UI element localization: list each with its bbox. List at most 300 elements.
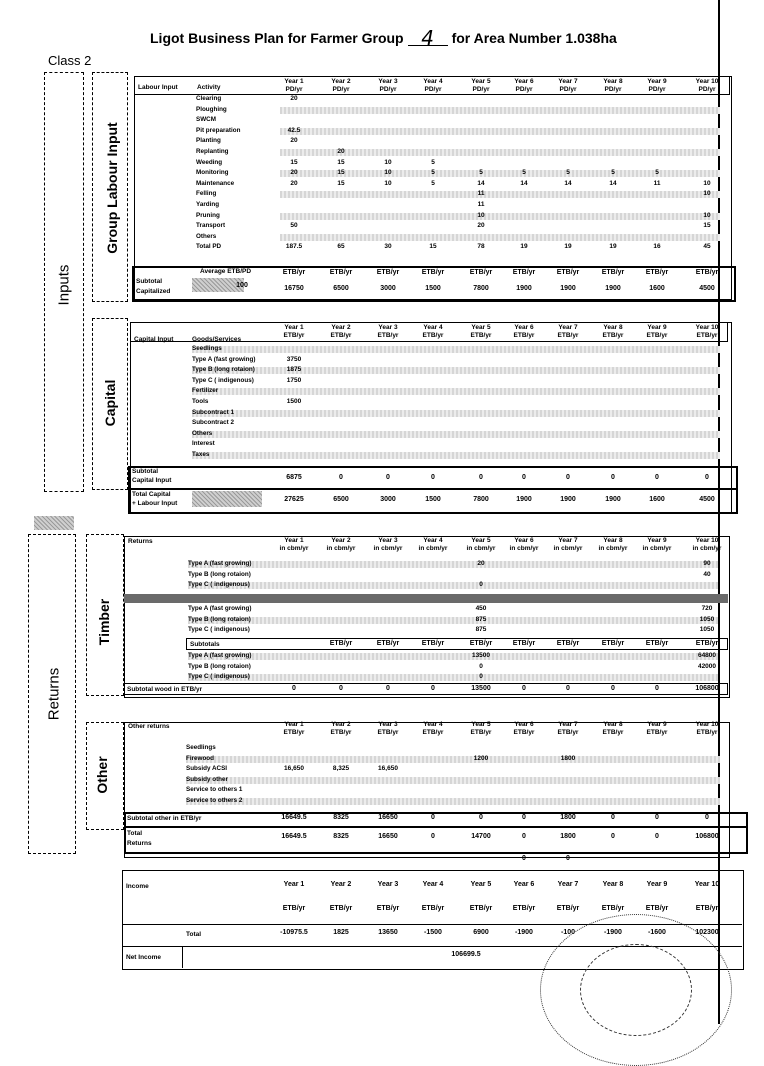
avg-etb-label: Average ETB/PD — [200, 268, 252, 275]
labour-value: 15 — [337, 169, 345, 177]
capital-subtotal-cell: 0 — [655, 474, 659, 481]
other-unit-label: ETB/yr — [557, 729, 579, 736]
timber-year-7 — [548, 537, 588, 553]
other-subtotal-cell: 0 — [479, 814, 483, 821]
other-unit-label: ETB/yr — [422, 729, 444, 736]
income-year-label: Year 9 — [646, 881, 668, 888]
subtotal-wood-cell: 0 — [431, 685, 435, 692]
capital-year-label: Year 2 — [331, 324, 351, 331]
title-prefix: Ligot Business Plan for Farmer Group — [150, 30, 404, 46]
timber-type-label: Type C ( indigenous) — [188, 626, 250, 633]
labour-year-label: Year 10 — [695, 78, 719, 85]
other-return-label: Service to others 2 — [186, 797, 243, 804]
row-shade — [192, 388, 720, 395]
other-year-label: Year 6 — [514, 721, 534, 728]
timber-unit-label: in cbm/yr — [418, 545, 448, 552]
capital-total-cell: 3000 — [380, 496, 396, 503]
other-value: 16,650 — [284, 765, 304, 773]
capital-goods-label: Seedlings — [192, 345, 222, 352]
labour-value: 19 — [520, 243, 528, 251]
capital-year-6 — [504, 324, 544, 340]
labour-value: 65 — [337, 243, 345, 251]
class-label: Class 2 — [48, 53, 92, 68]
capital-goods-label: Taxes — [192, 451, 210, 458]
labour-value: 14 — [477, 179, 485, 187]
etb-unit: ETB/yr — [376, 269, 400, 276]
labour-subtotal-cell: 16750 — [284, 285, 304, 292]
labour-value: 15 — [337, 179, 345, 187]
etb-unit: ETB/yr — [282, 269, 306, 276]
other-value: 1200 — [473, 754, 489, 762]
timber-unit-label: in cbm/yr — [279, 545, 309, 552]
timber-type-label: Type C ( indigenous) — [188, 581, 250, 588]
labour-year-label: Year 8 — [603, 78, 623, 85]
other-unit-label: ETB/yr — [696, 729, 718, 736]
capital-subtotal-cell: 0 — [479, 474, 483, 481]
capital-year-label: Year 8 — [603, 324, 623, 331]
returns-label: Returns — [45, 667, 63, 721]
labour-value: 20 — [290, 95, 298, 102]
capital-goods-label: Fertilizer — [192, 387, 219, 395]
labour-value: 50 — [290, 222, 298, 230]
capital-unit-label: ETB/yr — [422, 332, 444, 339]
capital-subtotal-label2: Capital Input — [132, 477, 172, 484]
subtotal-wood-cell: 0 — [611, 685, 615, 692]
capital-subtotal-cell: 0 — [705, 474, 709, 481]
other-year-6 — [504, 721, 544, 737]
capital-goods-label: Others — [192, 429, 213, 437]
labour-year-label: Year 9 — [647, 78, 667, 85]
other-subtotal-label: Subtotal other in ETB/yr — [127, 815, 202, 822]
labour-subtotal-cell: 1500 — [425, 285, 441, 292]
row-shade — [192, 452, 720, 459]
capital-year-label: Year 3 — [378, 324, 398, 331]
labour-value: 78 — [477, 243, 485, 251]
labour-value: 14 — [520, 179, 528, 187]
labour-year-label: Year 7 — [558, 78, 578, 85]
other-year-9 — [637, 721, 677, 737]
other-return-label: Subsidy ACSI — [186, 765, 228, 773]
grey-marker — [34, 516, 74, 530]
capital-unit-label: ETB/yr — [646, 332, 668, 339]
subtotal-wood-cell: 0 — [386, 685, 390, 692]
other-unit-label: ETB/yr — [513, 729, 535, 736]
income-unit-label: ETB/yr — [282, 905, 306, 912]
timber-y5-value: 0 — [479, 662, 483, 670]
labour-subtotal-cell: 4500 — [699, 285, 715, 292]
etb-unit: ETB/yr — [695, 269, 719, 276]
other-year-8 — [593, 721, 633, 737]
labour-year-label: Year 3 — [378, 78, 398, 85]
row-shade — [192, 346, 720, 353]
group-number: 4 — [408, 31, 448, 46]
etb-unit: ETB/yr — [601, 269, 625, 276]
other-subtotal-cell: 16650 — [378, 814, 398, 821]
timber-year-5 — [461, 537, 501, 553]
capital-unit-label: ETB/yr — [330, 332, 352, 339]
income-total-cell: -10975.5 — [280, 929, 308, 936]
total-returns-cell: 0 — [522, 833, 526, 840]
labour-unit-label: PD/yr — [379, 86, 397, 93]
labour-subtotal-cell: 1900 — [516, 285, 532, 292]
labour-unit-label: PD/yr — [424, 86, 442, 93]
income-total-cell: -1500 — [424, 929, 442, 936]
labour-value: 30 — [384, 243, 392, 251]
labour-subtotal-cell: 1900 — [605, 285, 621, 292]
capital-total-cell: 6500 — [333, 496, 349, 503]
total-returns-cell: 8325 — [333, 833, 349, 840]
subtotal-wood-cell: 0 — [566, 685, 570, 692]
capital-goods-label: Subcontract 1 — [192, 408, 234, 416]
inputs-label: Inputs — [55, 264, 73, 306]
labour-subtotal-cell: 1600 — [649, 285, 665, 292]
net-income-label: Net Income — [126, 954, 162, 961]
labour-label: Group Labour Input — [104, 122, 120, 254]
labour-unit-label: PD/yr — [559, 86, 577, 93]
subtotal-wood-cell: 0 — [655, 685, 659, 692]
labour-value: 10 — [384, 169, 392, 177]
income-total-cell: 13650 — [378, 929, 398, 936]
etb-unit: ETB/yr — [556, 269, 580, 276]
other-return-label: Subsidy other — [186, 775, 228, 783]
capital-year-9 — [637, 324, 677, 340]
labour-value: 10 — [384, 158, 392, 166]
labour-year-8 — [593, 78, 633, 94]
timber-y5-value: 0 — [479, 581, 483, 588]
other-unit-label: ETB/yr — [377, 729, 399, 736]
capital-subtotal-cell: 0 — [566, 474, 570, 481]
labour-activity-label: Weeding — [196, 158, 223, 166]
labour-activity-label: Monitoring — [196, 169, 229, 177]
labour-activity-label: Felling — [196, 190, 217, 198]
capital-col-head: Capital Input — [134, 336, 174, 343]
timber-y10-value: 40 — [703, 570, 711, 578]
other-year-2 — [321, 721, 361, 737]
returns-col-head: Returns — [128, 538, 153, 545]
capital-goods-label: Type C ( indigenous) — [192, 376, 254, 384]
timber-label: Timber — [96, 598, 112, 646]
labour-activity-label: Ploughing — [196, 105, 227, 113]
capital-unit-label: ETB/yr — [283, 332, 305, 339]
timber-etb-unit: ETB/yr — [329, 640, 353, 647]
timber-type-label: Type C ( indigenous) — [188, 673, 250, 680]
labour-value: 11 — [477, 201, 485, 208]
labour-subtotal-cell: 6500 — [333, 285, 349, 292]
income-label: Income — [126, 883, 149, 890]
timber-etb-unit: ETB/yr — [645, 640, 669, 647]
other-subtotal-cell: 0 — [655, 814, 659, 821]
labour-value: 14 — [564, 179, 572, 187]
labour-unit-label: PD/yr — [515, 86, 533, 93]
other-subtotal-cell: 0 — [431, 814, 435, 821]
etb-unit: ETB/yr — [512, 269, 536, 276]
total-returns-cell: 16649.5 — [281, 833, 307, 840]
below-value: 0 — [522, 855, 526, 862]
capital-subtotal-cell: 0 — [431, 474, 435, 481]
capital-year-1 — [274, 324, 314, 340]
labour-value: 19 — [564, 243, 572, 251]
other-year-4 — [413, 721, 453, 737]
other-subtotal-cell: 16649.5 — [281, 814, 307, 821]
labour-activity-label: Maintenance — [196, 179, 235, 187]
capital-value: 1750 — [286, 376, 302, 384]
timber-year-label: Year 2 — [331, 537, 351, 544]
timber-unit-label: in cbm/yr — [509, 545, 539, 552]
labour-value: 5 — [431, 169, 435, 177]
other-returns-head: Other returns — [128, 723, 170, 730]
labour-value: 20 — [290, 169, 298, 177]
other-year-3 — [368, 721, 408, 737]
capital-year-label: Year 5 — [471, 324, 491, 331]
labour-activity-label: Planting — [196, 137, 221, 145]
labour-value: 45 — [703, 243, 711, 251]
income-year-label: Year 1 — [283, 881, 305, 888]
document-title — [150, 26, 617, 50]
total-capital-label2: + Labour Input — [132, 500, 178, 507]
labour-year-2 — [321, 78, 361, 94]
labour-value: 16 — [653, 243, 661, 251]
stamp-inner-ring — [580, 944, 692, 1036]
labour-value: 11 — [477, 190, 485, 198]
other-return-label: Firewood — [186, 754, 214, 762]
labour-unit-label: PD/yr — [332, 86, 350, 93]
other-value: 8,325 — [332, 765, 350, 773]
row-shade — [188, 582, 718, 589]
other-subtotal-cell: 0 — [611, 814, 615, 821]
capital-unit-label: ETB/yr — [602, 332, 624, 339]
etb-unit: ETB/yr — [645, 269, 669, 276]
other-year-1 — [274, 721, 314, 737]
income-total-cell: -1900 — [515, 929, 533, 936]
capital-unit-label: ETB/yr — [557, 332, 579, 339]
income-unit-label: ETB/yr — [469, 905, 493, 912]
timber-type-label: Type A (fast growing) — [188, 605, 252, 612]
timber-etb-unit: ETB/yr — [376, 640, 400, 647]
capital-total-cell: 4500 — [699, 496, 715, 503]
row-shade — [280, 234, 720, 241]
labour-value: 14 — [609, 179, 617, 187]
total-returns-cell: 14700 — [471, 833, 491, 840]
total-capital-label: Total Capital — [132, 491, 171, 498]
timber-year-4 — [413, 537, 453, 553]
income-unit-label: ETB/yr — [376, 905, 400, 912]
labour-activity-label: SWCM — [196, 116, 216, 124]
capital-unit-label: ETB/yr — [513, 332, 535, 339]
labour-value: 20 — [337, 148, 345, 155]
capital-total-cell: 1900 — [605, 496, 621, 503]
labour-value: 10 — [703, 211, 711, 219]
subtotal-wood-cell: 0 — [292, 685, 296, 692]
timber-unit-label: in cbm/yr — [692, 545, 722, 552]
row-shade — [192, 367, 720, 374]
labour-activity-label: Yarding — [196, 201, 220, 208]
other-unit-label: ETB/yr — [283, 729, 305, 736]
timber-y10-value: 720 — [701, 605, 713, 612]
labour-value: 19 — [609, 243, 617, 251]
income-total-cell: -100 — [560, 929, 575, 936]
labour-activity-label: Pruning — [196, 211, 220, 219]
capital-subtotal-cell: 0 — [522, 474, 526, 481]
labour-value: 5 — [522, 169, 526, 177]
labour-value: 10 — [477, 211, 485, 219]
subtotal-label: Subtotal — [136, 278, 162, 285]
capital-subtotal-cell: 0 — [339, 474, 343, 481]
row-shade — [188, 653, 718, 660]
labour-value: 42.5 — [287, 126, 301, 134]
labour-year-9 — [637, 78, 677, 94]
timber-year-2 — [321, 537, 361, 553]
other-year-label: Year 10 — [695, 721, 719, 728]
etb-unit: ETB/yr — [421, 269, 445, 276]
capital-total-cell: 7800 — [473, 496, 489, 503]
labour-value: 5 — [431, 179, 435, 187]
labour-year-label: Year 5 — [471, 78, 491, 85]
labour-subtotal-cell: 7800 — [473, 285, 489, 292]
labour-year-5 — [461, 78, 501, 94]
timber-etb-unit: ETB/yr — [512, 640, 536, 647]
timber-y10-value: 90 — [703, 560, 711, 567]
labour-year-label: Year 6 — [514, 78, 534, 85]
other-year-label: Year 8 — [603, 721, 623, 728]
row-shade — [186, 798, 720, 805]
income-total-cell: 102300 — [695, 929, 719, 936]
timber-y5-value: 875 — [475, 626, 487, 633]
subtotal-wood-cell: 106800 — [695, 685, 719, 692]
timber-year-10 — [687, 537, 727, 553]
income-year-label: Year 7 — [557, 881, 579, 888]
capitalized-label: Capitalized — [136, 288, 171, 295]
income-year-label: Year 2 — [330, 881, 352, 888]
total-returns-cell: 1800 — [560, 833, 576, 840]
timber-year-6 — [504, 537, 544, 553]
timber-etb-unit: ETB/yr — [556, 640, 580, 647]
labour-value: 20 — [290, 137, 298, 145]
row-shade — [186, 756, 720, 763]
other-unit-label: ETB/yr — [470, 729, 492, 736]
labour-unit-label: PD/yr — [604, 86, 622, 93]
income-year-label: Year 10 — [694, 881, 720, 888]
other-year-label: Year 2 — [331, 721, 351, 728]
timber-y10-value: 64800 — [697, 652, 717, 659]
capital-goods-label: Tools — [192, 398, 209, 405]
title-suffix: for Area Number 1.038ha — [451, 30, 617, 46]
timber-year-label: Year 5 — [471, 537, 491, 544]
labour-value: 10 — [703, 179, 711, 187]
timber-y5-value: 20 — [477, 560, 485, 567]
other-value: 16,650 — [378, 765, 398, 773]
timber-type-label: Type B (long rotaion) — [188, 662, 251, 670]
capital-value: 1500 — [286, 398, 302, 405]
capital-value: 3750 — [286, 355, 302, 363]
timber-type-label: Type A (fast growing) — [188, 560, 252, 567]
timber-year-label: Year 1 — [284, 537, 304, 544]
net-income-divider — [182, 946, 183, 968]
labour-value: 10 — [384, 179, 392, 187]
net-income-value: 106699.5 — [451, 951, 481, 958]
other-subtotal-cell: 8325 — [333, 814, 349, 821]
labour-unit-label: PD/yr — [285, 86, 303, 93]
goods-head: Goods/Services — [192, 336, 242, 343]
income-unit-label: ETB/yr — [512, 905, 536, 912]
other-year-10 — [687, 721, 727, 737]
labour-value: 15 — [703, 222, 711, 230]
capital-year-2 — [321, 324, 361, 340]
total-returns-cell: 106800 — [695, 833, 719, 840]
labour-activity-label: Transport — [196, 222, 226, 230]
etb-unit: ETB/yr — [469, 269, 493, 276]
other-subtotal-cell: 0 — [705, 814, 709, 821]
timber-year-label: Year 7 — [558, 537, 578, 544]
timber-type-label: Type A (fast growing) — [188, 652, 252, 659]
timber-year-1 — [274, 537, 314, 553]
other-year-7 — [548, 721, 588, 737]
row-shade — [188, 674, 718, 681]
capital-year-3 — [368, 324, 408, 340]
timber-subtotals-label: Subtotals — [190, 641, 220, 648]
timber-y5-value: 875 — [475, 615, 487, 623]
capital-value: 1875 — [286, 366, 302, 374]
timber-y10-value: 1050 — [699, 626, 715, 633]
timber-unit-label: in cbm/yr — [373, 545, 403, 552]
labour-value: 15 — [429, 243, 437, 251]
capital-goods-label: Type B (long rotaion) — [192, 366, 255, 374]
labour-unit-label: PD/yr — [698, 86, 716, 93]
subtotal-wood-cell: 0 — [339, 685, 343, 692]
timber-year-label: Year 9 — [647, 537, 667, 544]
income-unit-label: ETB/yr — [329, 905, 353, 912]
timber-year-label: Year 4 — [423, 537, 443, 544]
timber-year-label: Year 3 — [378, 537, 398, 544]
timber-y5-value: 13500 — [471, 652, 491, 659]
labour-value: 5 — [479, 169, 483, 177]
labour-value: 5 — [431, 158, 435, 166]
activity-head: Activity — [197, 84, 221, 91]
other-subtotal-cell: 0 — [522, 814, 526, 821]
labour-activity-label: Total PD — [196, 243, 222, 251]
capital-year-4 — [413, 324, 453, 340]
capital-year-7 — [548, 324, 588, 340]
income-unit-label: ETB/yr — [645, 905, 669, 912]
labour-unit-label: PD/yr — [648, 86, 666, 93]
timber-etb-unit: ETB/yr — [469, 640, 493, 647]
income-total-cell: -1900 — [604, 929, 622, 936]
income-year-label: Year 3 — [377, 881, 399, 888]
capital-total-cell: 1600 — [649, 496, 665, 503]
labour-activity-label: Pit preparation — [196, 126, 241, 134]
capital-year-label: Year 4 — [423, 324, 443, 331]
labour-year-1 — [274, 78, 314, 94]
timber-etb-unit: ETB/yr — [601, 640, 625, 647]
capital-year-label: Year 9 — [647, 324, 667, 331]
other-year-label: Year 1 — [284, 721, 304, 728]
timber-etb-unit: ETB/yr — [695, 640, 719, 647]
capital-year-5 — [461, 324, 501, 340]
labour-value: 10 — [703, 190, 711, 198]
row-shade — [188, 617, 718, 624]
timber-year-label: Year 6 — [514, 537, 534, 544]
timber-year-8 — [593, 537, 633, 553]
labour-activity-label: Others — [196, 232, 217, 240]
labour-year-7 — [548, 78, 588, 94]
labour-activity-label: Clearing — [196, 95, 222, 102]
labour-subtotal-cell: 3000 — [380, 285, 396, 292]
income-unit-label: ETB/yr — [601, 905, 625, 912]
timber-unit-label: in cbm/yr — [642, 545, 672, 552]
other-label: Other — [94, 756, 110, 794]
timber-etb-unit: ETB/yr — [421, 640, 445, 647]
capital-total-cell: 1900 — [560, 496, 576, 503]
total-capital-shade — [192, 491, 262, 507]
